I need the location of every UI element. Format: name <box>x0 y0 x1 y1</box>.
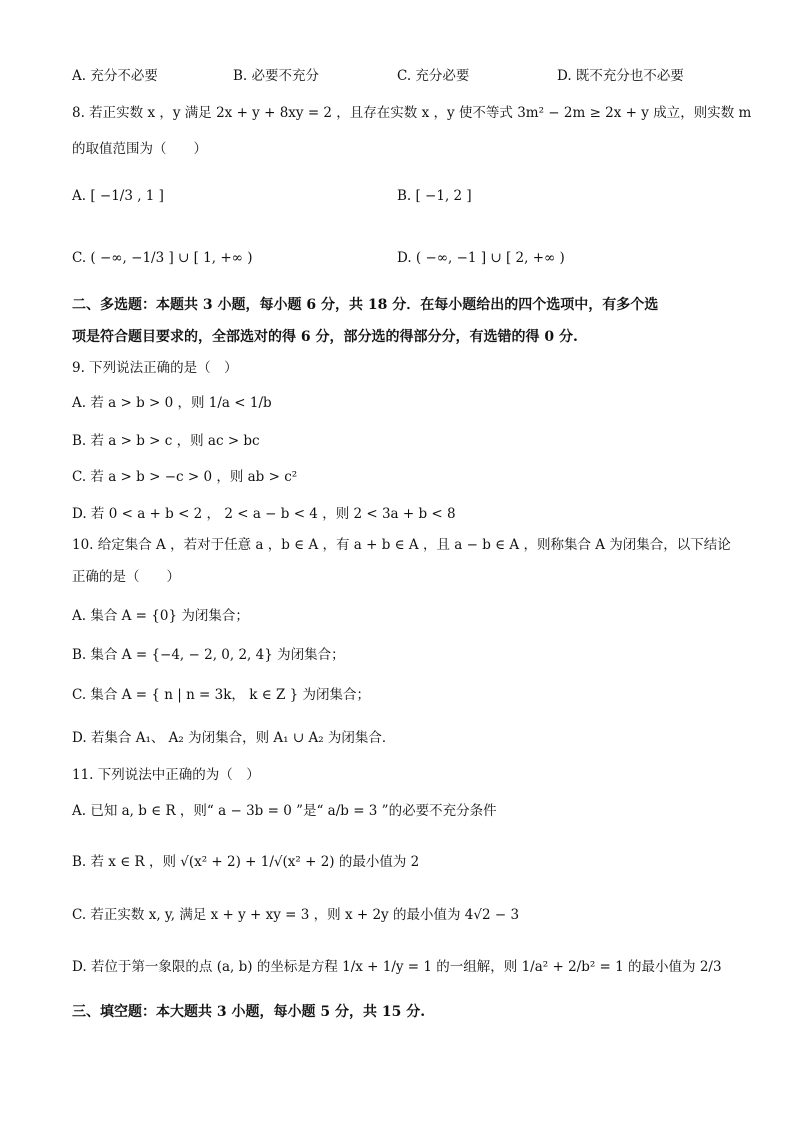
q8-option-d: D. ( −∞, −1 ] ∪ [ 2, +∞ ) <box>397 250 565 266</box>
q9-option-b: B. 若 a > b > c ，则 ac > bc <box>72 433 260 449</box>
q11-option-b: B. 若 x ∈ R ，则 √(x² + 2) + 1/√(x² + 2) 的最小值为 2 <box>72 854 420 870</box>
q11-stem: 11. 下列说法中正确的为（ ） <box>72 767 260 783</box>
q10-stem-line2: 正确的是（ ） <box>72 569 180 585</box>
q8-option-a: A. [ −1/3 , 1 ] <box>72 188 164 204</box>
q7-option-c: C. 充分必要 <box>397 68 470 84</box>
q7-option-a: A. 充分不必要 <box>72 68 158 84</box>
q8-stem-line2: 的取值范围为（ ） <box>72 141 207 157</box>
q9-stem: 9. 下列说法正确的是（ ） <box>72 360 238 376</box>
q10-option-b: B. 集合 A = {−4, − 2, 0, 2, 4} 为闭集合； <box>72 647 345 663</box>
section2-heading-line1: 二、多选题：本题共 3 小题，每小题 6 分，共 18 分．在每小题给出的四个选项中，有多个选 <box>72 297 659 313</box>
q8-option-b: B. [ −1, 2 ] <box>397 188 472 204</box>
q9-option-c: C. 若 a > b > −c > 0 ，则 ab > c² <box>72 469 298 485</box>
q11-option-a: A. 已知 a, b ∈ R ，则“ a − 3b = 0 ”是“ a/b = 3 ”的必要不充分条件 <box>72 803 497 819</box>
q11-option-c: C. 若正实数 x, y, 满足 x + y + xy = 3 ，则 x + 2y 的最小值为 4√2 − 3 <box>72 907 520 923</box>
q9-option-a: A. 若 a > b > 0 ，则 1/a < 1/b <box>72 395 272 411</box>
q7-option-b: B. 必要不充分 <box>233 68 320 84</box>
section3-heading: 三、填空题：本大题共 3 小题，每小题 5 分，共 15 分. <box>72 1004 426 1020</box>
q7-option-d: D. 既不充分也不必要 <box>557 68 684 84</box>
q11-option-d: D. 若位于第一象限的点 (a, b) 的坐标是方程 1/x + 1/y = 1 的一组解，则 1/a² + 2/b² = 1 的最小值为 2/3 <box>72 959 722 975</box>
q10-option-c: C. 集合 A = { n | n = 3k， k ∈ Z } 为闭集合； <box>72 687 371 703</box>
q8-option-c: C. ( −∞, −1/3 ] ∪ [ 1, +∞ ) <box>72 250 253 266</box>
q10-option-d: D. 若集合 A₁、 A₂ 为闭集合，则 A₁ ∪ A₂ 为闭集合． <box>72 730 396 746</box>
q10-stem-line1: 10. 给定集合 A ，若对于任意 a ，b ∈ A ，有 a + b ∈ A ，且 a − b ∈ A ，则称集合 A 为闭集合，以下结论 <box>72 537 731 553</box>
q9-option-d: D. 若 0 < a + b < 2 ， 2 < a − b < 4 ，则 2 < 3a + b < 8 <box>72 506 456 522</box>
section2-heading-line2: 项是符合题目要求的，全部选对的得 6 分，部分选的得部分分，有选错的得 0 分. <box>72 329 578 345</box>
q8-stem-line1: 8. 若正实数 x ，y 满足 2x + y + 8xy = 2 ，且存在实数 x ，y 使不等式 3m² − 2m ≥ 2x + y 成立，则实数 m <box>72 105 752 121</box>
q10-option-a: A. 集合 A = {0} 为闭集合； <box>72 608 249 624</box>
